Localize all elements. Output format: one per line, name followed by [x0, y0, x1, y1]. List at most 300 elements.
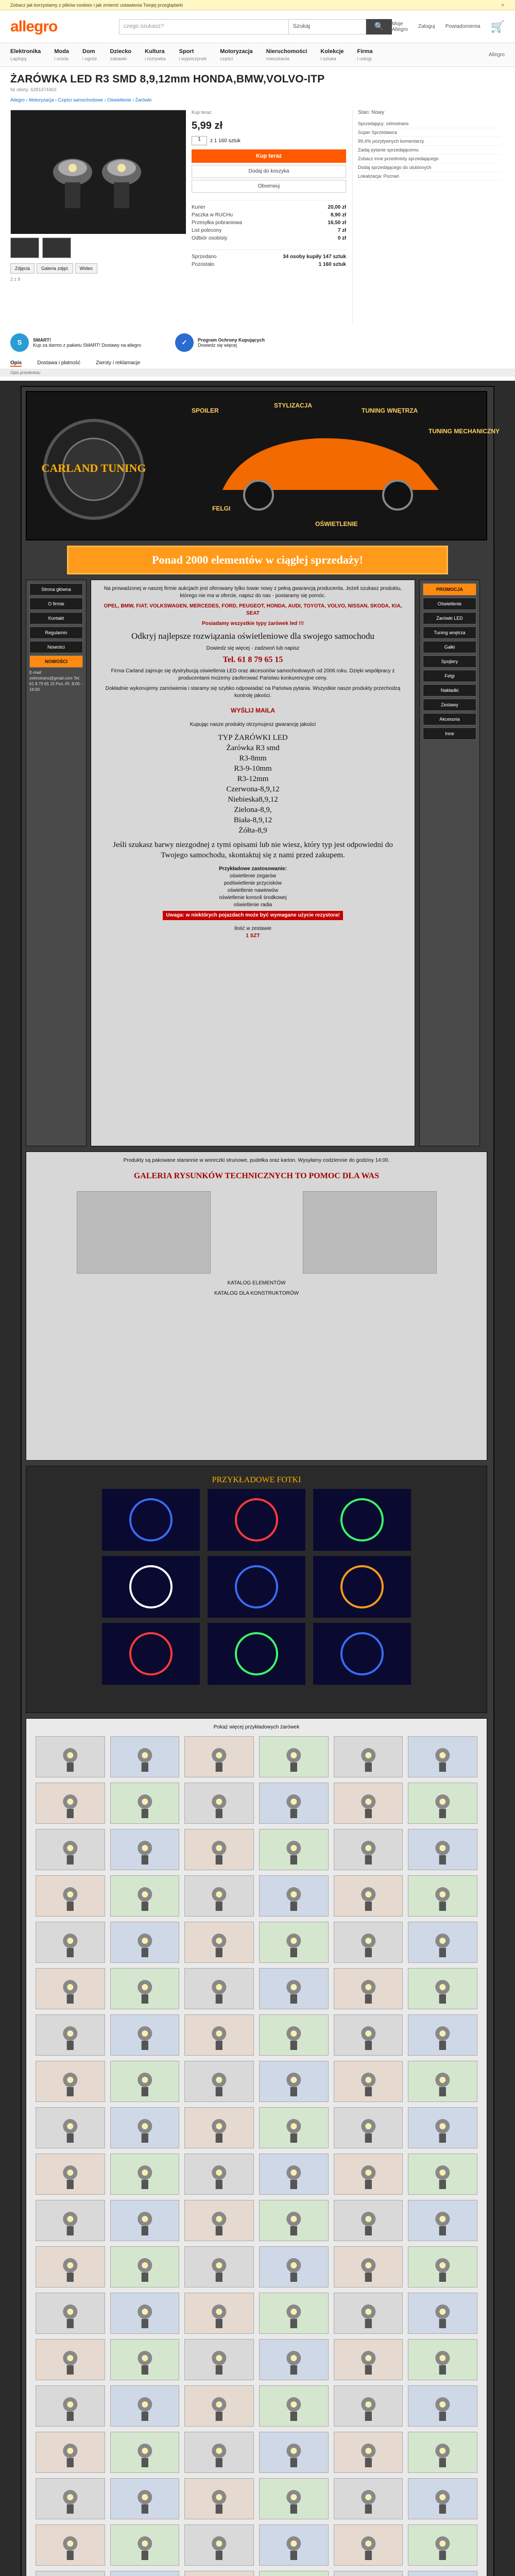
led-bulb-icon [185, 2479, 253, 2520]
gallery [10, 110, 185, 323]
delivery-cost: 8,90 zł [330, 212, 346, 218]
nav-item-moda[interactable] [54, 48, 69, 62]
product-thumbnail[interactable] [259, 1968, 329, 2009]
buy-box [192, 110, 346, 323]
product-thumbnail[interactable] [36, 1736, 105, 1777]
product-thumbnail[interactable] [259, 2107, 329, 2148]
buy-mode-label: Kup teraz [192, 110, 212, 115]
product-thumbnail[interactable] [36, 2107, 105, 2148]
product-thumbnail[interactable] [184, 1736, 254, 1777]
product-thumbnail[interactable] [259, 1736, 329, 1777]
photo-counter: 2 z 8 [10, 277, 21, 282]
hero-label: TUNING MECHANICZNY [428, 428, 500, 435]
led-bulb-icon [334, 2015, 403, 2056]
thumbnail[interactable] [42, 238, 71, 258]
product-thumbnail[interactable] [334, 2571, 403, 2576]
product-thumbnail[interactable] [36, 2339, 105, 2380]
category-link[interactable]: Akcesoria [423, 713, 476, 725]
product-thumbnail[interactable] [408, 2200, 477, 2241]
led-bulb-icon [36, 2154, 105, 2195]
product-thumbnail[interactable] [110, 2061, 180, 2102]
contact-heading: Dowiedz się więcej - zadzwoń lub napisz [206, 646, 300, 651]
gallery-caption-2: KATALOG DLA KONSTRUKTORÓW [214, 1291, 299, 1296]
product-thumbnail[interactable] [110, 2571, 180, 2576]
product-thumbnail[interactable] [36, 2432, 105, 2473]
category-link[interactable]: Żarówki LED [423, 612, 476, 624]
led-bulb-icon [334, 1969, 403, 2010]
led-bulb-icon [260, 2247, 328, 2288]
stat-value: 34 osoby kupiły 147 sztuk [283, 254, 346, 260]
product-thumbnail[interactable] [259, 1922, 329, 1963]
led-bulb-icon [334, 2571, 403, 2576]
delivery-row [192, 234, 346, 242]
led-bulb-icon [408, 2432, 477, 2473]
led-bulb-icon [334, 2525, 403, 2566]
spec-line: Zielona-8,9, [234, 806, 272, 814]
category-link[interactable]: Gałki [423, 641, 476, 653]
sidebar-highlight-new[interactable]: NOWOŚCI [29, 655, 83, 668]
product-thumbnail[interactable] [259, 2385, 329, 2427]
product-thumbnail[interactable] [110, 2524, 180, 2566]
led-bulb-icon [185, 1922, 253, 1963]
smart-icon: S [10, 333, 29, 352]
product-thumbnail[interactable] [334, 2432, 403, 2473]
buyer-protection-info[interactable] [175, 331, 330, 354]
product-thumbnail[interactable] [334, 2061, 403, 2102]
category-link[interactable]: Oświetlenie [423, 598, 476, 610]
nav-item-sub: i sztuka [320, 56, 336, 61]
product-thumbnail[interactable] [408, 2432, 477, 2473]
product-thumbnail[interactable] [408, 2339, 477, 2380]
allegro-logo[interactable]: allegro [10, 18, 58, 35]
search-bar [119, 19, 392, 35]
product-thumbnail[interactable] [184, 2200, 254, 2241]
led-bulb-icon [36, 1783, 105, 1824]
nav-item-title: Kultura [145, 48, 165, 55]
quantity-field[interactable]: 1 [192, 136, 207, 145]
tab-returns[interactable]: Zwroty i reklamacje [96, 360, 141, 366]
product-thumbnail[interactable] [184, 2061, 254, 2102]
shield-icon: ✓ [175, 333, 194, 352]
delivery-table [192, 200, 346, 242]
technical-gallery [36, 1188, 477, 1277]
sidebar-link-rules[interactable]: Regulamin [29, 626, 83, 639]
led-bulb-icon [36, 2340, 105, 2381]
led-bulb-icon [36, 2293, 105, 2334]
product-thumbnail[interactable] [110, 1829, 180, 1870]
product-thumbnail[interactable] [259, 2293, 329, 2334]
product-thumbnail[interactable] [408, 2246, 477, 2287]
shipping-info [26, 1151, 487, 1461]
nav-right-link[interactable]: Allegro [488, 52, 505, 58]
led-bulb-icon [334, 2340, 403, 2381]
product-thumbnail[interactable] [110, 2385, 180, 2427]
tab-description[interactable]: Opis [10, 360, 22, 366]
catalog-image[interactable] [77, 1191, 211, 1274]
product-thumbnail[interactable] [110, 2014, 180, 2056]
product-thumbnail[interactable] [184, 2385, 254, 2427]
led-bulb-icon [408, 2525, 477, 2566]
product-thumbnail[interactable] [259, 2478, 329, 2519]
product-thumbnail[interactable] [110, 2107, 180, 2148]
led-bulb-icon [36, 1876, 105, 1917]
stat-row [192, 253, 346, 261]
watch-button[interactable]: Obserwuj [192, 180, 346, 193]
led-bulb-icon [408, 1737, 477, 1778]
seller-description [0, 381, 515, 2576]
led-bulb-icon [111, 1969, 179, 2010]
led-bulb-icon [260, 2571, 328, 2576]
product-thumbnail[interactable] [334, 2339, 403, 2380]
led-bulb-icon [36, 2108, 105, 2149]
sidebar-link-contact[interactable]: Kontakt [29, 612, 83, 624]
product-thumbnail[interactable] [408, 2385, 477, 2427]
delivery-row [192, 204, 346, 211]
products-caption[interactable]: Pokaż więcej przykładowych żarówek [213, 1724, 300, 1730]
category-link[interactable]: Spojlery [423, 655, 476, 668]
sidebar-link-about[interactable]: O firmie [29, 598, 83, 610]
product-thumbnail[interactable] [184, 2478, 254, 2519]
led-bulb-icon [111, 1922, 179, 1963]
listing-id: Nr oferty: 6281474463 [10, 87, 57, 92]
favorite-seller-link[interactable]: Dodaj sprzedającego do ulubionych [358, 163, 501, 172]
usage-item: oświetlenie zegarów [229, 873, 277, 879]
led-bulb-icon [36, 2525, 105, 2566]
hero-banner [26, 391, 500, 540]
nav-item-title: Elektronika [10, 48, 41, 55]
led-bulb-icon [185, 2154, 253, 2195]
product-thumbnail[interactable] [259, 2200, 329, 2241]
nav-item-sub: i rozrywka [145, 56, 166, 61]
description-frame [21, 386, 500, 2576]
seller-name[interactable]: Sprzedający: zelmotrans [358, 120, 501, 128]
product-thumbnail[interactable] [110, 2154, 180, 2195]
nav-item-sub: i wypoczynek [179, 56, 207, 61]
delivery-method: Przesyłka pobraniowa [192, 220, 242, 226]
product-thumbnail[interactable] [334, 1736, 403, 1777]
company-paragraph: Firma Carland zajmuje się dystrybucją oświetlenia LED oraz akcesoriów samochodowych od 2006 roku. Dzięki współpracy z producentami możemy zaoferować Państwu konkurencyjne ceny. [111, 668, 395, 681]
category-link[interactable]: Zestawy [423, 699, 476, 711]
spec-line: Żółta-8,9 [238, 826, 267, 835]
product-thumbnail[interactable] [408, 1922, 477, 1963]
product-thumbnail[interactable] [259, 2154, 329, 2195]
search-input[interactable]: czego szukasz? [119, 19, 289, 35]
nav-item-motoryzacja[interactable] [220, 48, 253, 62]
led-bulb-icon [408, 1969, 477, 2010]
led-bulb-icon [334, 2108, 403, 2149]
delivery-cost: 20,00 zł [328, 205, 346, 210]
category-link[interactable]: Nakładki [423, 684, 476, 697]
product-thumbnail[interactable] [184, 2571, 254, 2576]
product-thumbnail[interactable] [334, 1922, 403, 1963]
led-bulb-icon [260, 2340, 328, 2381]
led-bulb-icon [334, 2432, 403, 2473]
product-thumbnail[interactable] [184, 2432, 254, 2473]
header-link-my-allegro[interactable]: Moje Allegro [391, 21, 408, 32]
product-thumbnail[interactable] [334, 2293, 403, 2334]
ask-seller-link[interactable]: Zadaj pytanie sprzedającemu [358, 146, 501, 155]
catalog-image[interactable] [303, 1191, 437, 1274]
product-thumbnail[interactable] [408, 1783, 477, 1824]
product-thumbnail[interactable] [36, 2571, 105, 2576]
led-bulb-icon [185, 2340, 253, 2381]
header-links [392, 20, 505, 33]
sidebar-link-new[interactable]: Nowości [29, 641, 83, 653]
led-bulb-icon [334, 2386, 403, 2427]
product-thumbnail[interactable] [110, 2246, 180, 2287]
product-thumbnail[interactable] [259, 2246, 329, 2287]
category-link[interactable]: Tuning wnętrza [423, 626, 476, 639]
nav-item-sub: Laptopy [10, 56, 27, 61]
gallery-caption: KATALOG ELEMENTÓW [227, 1280, 286, 1286]
listing-title: ŻARÓWKA LED R3 SMD 8,9,12mm HONDA,BMW,VOLVO-ITP [10, 73, 325, 85]
product-thumbnail[interactable] [184, 2524, 254, 2566]
product-thumbnail[interactable] [334, 2478, 403, 2519]
category-link[interactable]: Inne [423, 727, 476, 740]
tab-delivery[interactable]: Dostawa i płatność [37, 360, 81, 366]
sales-stats [192, 249, 346, 268]
close-icon[interactable]: ✕ [501, 3, 505, 8]
led-bulb-icon [334, 1783, 403, 1824]
led-bulb-icon [185, 2200, 253, 2242]
nav-item-sub: zabawki [110, 56, 127, 61]
product-thumbnail[interactable] [36, 2524, 105, 2566]
product-grid [26, 1718, 487, 2576]
seller-items-link[interactable]: Zobacz inne przedmioty sprzedającego [358, 155, 501, 163]
product-thumbnail[interactable] [184, 2293, 254, 2334]
led-bulb-icon [408, 2108, 477, 2149]
product-thumbnail[interactable] [259, 2061, 329, 2102]
example-heading: PRZYKŁADOWE FOTKI [212, 1476, 301, 1484]
product-thumbnail[interactable] [259, 2014, 329, 2056]
product-thumbnail[interactable] [334, 1783, 403, 1824]
product-thumbnail[interactable] [110, 2478, 180, 2519]
led-bulb-icon [260, 2525, 328, 2566]
product-thumbnail[interactable] [110, 1875, 180, 1917]
led-bulb-icon [185, 1829, 253, 1871]
product-thumbnail[interactable] [408, 1875, 477, 1917]
product-thumbnail[interactable] [184, 1875, 254, 1917]
delivery-row [192, 227, 346, 234]
buy-now-button[interactable]: Kup teraz [192, 149, 346, 163]
spec-line: Żarówka R3 smd [226, 744, 280, 752]
product-thumbnail[interactable] [334, 2246, 403, 2287]
info-strip [0, 327, 515, 358]
nav-item-nieruchomosci[interactable] [266, 48, 307, 62]
product-thumbnail[interactable] [408, 2524, 477, 2566]
product-thumbnail[interactable] [334, 1875, 403, 1917]
led-bulb-icon [260, 2432, 328, 2473]
description-body [91, 580, 415, 1146]
hero-label: FELGI [212, 505, 231, 512]
led-bulb-icon [334, 2479, 403, 2520]
gallery-tab-video[interactable]: Wideo [75, 263, 98, 274]
led-bulb-icon [111, 1737, 179, 1778]
nav-item-title: Moda [54, 48, 70, 55]
cart-icon[interactable]: 🛒 [490, 20, 505, 33]
search-icon[interactable]: 🔍 [366, 19, 392, 35]
product-thumbnail[interactable] [334, 1829, 403, 1870]
protection-text: Dowiedz się więcej [198, 343, 237, 348]
product-thumbnail[interactable] [408, 2154, 477, 2195]
product-thumbnail[interactable] [334, 1968, 403, 2009]
led-bulb-icon [111, 2247, 179, 2288]
led-bulb-icon [408, 2200, 477, 2242]
product-thumbnail[interactable] [110, 2432, 180, 2473]
led-bulb-icon [185, 2108, 253, 2149]
product-thumbnail[interactable] [110, 2293, 180, 2334]
product-thumbnail[interactable] [36, 1875, 105, 1917]
nav-item-sub: i uroda [54, 56, 68, 61]
product-thumbnail[interactable] [36, 1968, 105, 2009]
category-link[interactable]: Felgi [423, 670, 476, 682]
product-thumbnail[interactable] [36, 2014, 105, 2056]
led-bulb-icon [408, 2247, 477, 2288]
led-bulb-icon [260, 2108, 328, 2149]
product-thumbnail[interactable] [110, 1922, 180, 1963]
cookie-bar [0, 0, 515, 10]
main-product-image[interactable] [10, 110, 185, 233]
led-bulb-icon [185, 2015, 253, 2056]
product-thumbnail[interactable] [184, 2154, 254, 2195]
led-bulb-icon [36, 2015, 105, 2056]
item-condition: Stan: Nowy [358, 110, 385, 115]
gallery-tab-photos[interactable]: Zdjęcia [10, 263, 35, 274]
product-thumbnail[interactable] [36, 2154, 105, 2195]
intro-paragraph: Na prowadzonej w naszej firmie aukcjach jest oferowany tylko towar nowy z pełną gwarancją producenta. Jeżeli szukasz produktu, którego nie ma w ofercie, napisz do nas - postaramy się pomóc. [104, 586, 402, 599]
led-bulb-icon [185, 2525, 253, 2566]
led-bulb-icon [260, 1737, 328, 1778]
led-bulb-icon [36, 2200, 105, 2242]
product-thumbnail[interactable] [334, 2154, 403, 2195]
product-thumbnail[interactable] [408, 2107, 477, 2148]
shipping-paragraph: Produkty są pakowane starannie w woreczki strunowe, pudełka oraz karton. Wysyłamy codziennie do godziny 14:00. [123, 1158, 390, 1163]
description-label: Opis przedmiotu [0, 369, 515, 377]
product-thumbnail[interactable] [184, 2339, 254, 2380]
nav-item-dziecko[interactable] [110, 48, 132, 62]
product-thumbnail[interactable] [184, 2107, 254, 2148]
example-photos [26, 1466, 487, 1713]
header-link-login[interactable]: Zaloguj [418, 24, 435, 29]
product-thumbnail[interactable] [408, 2061, 477, 2102]
product-thumbnail[interactable] [334, 2200, 403, 2241]
types-paragraph: Posiadamy wszystkie typy żarówek led !!! [202, 621, 304, 626]
led-bulb-icon [334, 2061, 403, 2103]
nav-item-dom[interactable] [82, 48, 97, 62]
product-thumbnail[interactable] [184, 2246, 254, 2287]
product-thumbnail[interactable] [259, 2339, 329, 2380]
product-thumbnail[interactable] [184, 2014, 254, 2056]
product-thumbnail[interactable] [36, 2385, 105, 2427]
nav-item-kolekcje[interactable] [320, 48, 344, 62]
product-thumbnail[interactable] [334, 2107, 403, 2148]
product-thumbnail[interactable] [259, 1783, 329, 1824]
nav-item-elektronika[interactable] [10, 48, 41, 62]
smart-info[interactable] [10, 331, 165, 354]
seller-rating[interactable]: 99,4% pozytywnych komentarzy [358, 137, 501, 146]
product-thumbnail[interactable] [110, 1968, 180, 2009]
nav-item-sub: i usługi [357, 56, 372, 61]
nav-item-kultura[interactable] [145, 48, 166, 62]
product-thumbnail[interactable] [36, 2478, 105, 2519]
usage-item: oświetlenie konsoli środkowej [219, 895, 287, 901]
breadcrumb[interactable]: Allegro › Motoryzacja › Części samochodowe › Oświetlenie › Żarówki [10, 97, 152, 103]
service-paragraph: Dokładnie wykonujemy zamówienia i staramy się szybko odpowiadać na Państwa pytania. Wszystkie nasze produkty przechodzą kontrolę jakości. [105, 686, 401, 699]
add-to-cart-button[interactable]: Dodaj do koszyka [192, 165, 346, 178]
product-thumbnail[interactable] [36, 2293, 105, 2334]
product-thumbnail[interactable] [259, 2571, 329, 2576]
product-thumbnail[interactable] [36, 2246, 105, 2287]
product-thumbnail[interactable] [184, 1829, 254, 1870]
product-thumbnail[interactable] [110, 2200, 180, 2241]
product-thumbnail[interactable] [408, 2014, 477, 2056]
product-thumbnail[interactable] [184, 1922, 254, 1963]
product-thumbnail[interactable] [36, 1829, 105, 1870]
usage-list [100, 873, 405, 909]
led-bulb-icon [111, 2386, 179, 2427]
sidebar-link-home[interactable]: Strona główna [29, 583, 83, 596]
product-thumbnail[interactable] [334, 2385, 403, 2427]
product-thumbnail[interactable] [259, 2432, 329, 2473]
product-thumbnail[interactable] [184, 1783, 254, 1824]
product-thumbnail[interactable] [408, 2571, 477, 2576]
product-thumbnail[interactable] [36, 1922, 105, 1963]
quantity-row [192, 136, 346, 145]
nav-item-firma[interactable] [357, 48, 373, 62]
nav-item-title: Motoryzacja [220, 48, 253, 55]
nav-item-sub: i ogród [82, 56, 97, 61]
nav-item-title: Firma [357, 48, 373, 55]
product-thumbnail[interactable] [334, 2014, 403, 2056]
hero-label: TUNING WNĘTRZA [362, 407, 418, 414]
usage-item: oświetlenie radia [233, 902, 272, 908]
led-bulb-icon [185, 2293, 253, 2334]
smart-text: Kup za darmo z pakietu SMART! Dostawy na allegro [33, 343, 141, 348]
search-category-select[interactable]: Szukaj [289, 19, 366, 35]
product-thumbnail[interactable] [36, 1783, 105, 1824]
spec-line: R3-9-10mm [234, 765, 272, 773]
brands-paragraph: OPEL, BMW, FIAT, VOLKSWAGEN, MERCEDES, FORD, PEUGEOT, HONDA, AUDI, TOYOTA, VOLVO, NISSAN, SKODA, KIA, SEAT [104, 603, 402, 616]
product-thumbnail[interactable] [36, 2061, 105, 2102]
product-thumbnail[interactable] [334, 2524, 403, 2566]
gallery-tab-gallery[interactable]: Galeria zdjęć [37, 263, 73, 274]
led-bulb-icon [334, 2200, 403, 2242]
product-thumbnail[interactable] [184, 1968, 254, 2009]
product-thumbnail[interactable] [408, 1829, 477, 1870]
led-bulb-icon [111, 2340, 179, 2381]
led-bulb-icon [408, 2015, 477, 2056]
hero-logo: CARLAND TUNING [41, 462, 146, 474]
product-thumbnail[interactable] [36, 2200, 105, 2241]
led-bulb-icon [408, 2061, 477, 2103]
product-thumbnail[interactable] [110, 1736, 180, 1777]
product-thumbnail[interactable] [259, 2524, 329, 2566]
sidebar-highlight-promo[interactable]: PROMOCJA [423, 583, 476, 596]
product-thumbnail[interactable] [408, 1968, 477, 2009]
product-thumbnail[interactable] [259, 1875, 329, 1917]
thumbnail[interactable] [10, 238, 39, 258]
product-thumbnail[interactable] [259, 1829, 329, 1870]
product-thumbnail[interactable] [408, 2478, 477, 2519]
nav-item-sport[interactable] [179, 48, 207, 62]
product-thumbnail[interactable] [408, 1736, 477, 1777]
product-thumbnail[interactable] [408, 2293, 477, 2334]
nav-item-title: Sport [179, 48, 194, 55]
header-link-notifications[interactable]: Powiadomienia [445, 24, 480, 29]
product-thumbnail[interactable] [110, 1783, 180, 1824]
led-bulb-icon [111, 2200, 179, 2242]
product-thumbnail[interactable] [110, 2339, 180, 2380]
